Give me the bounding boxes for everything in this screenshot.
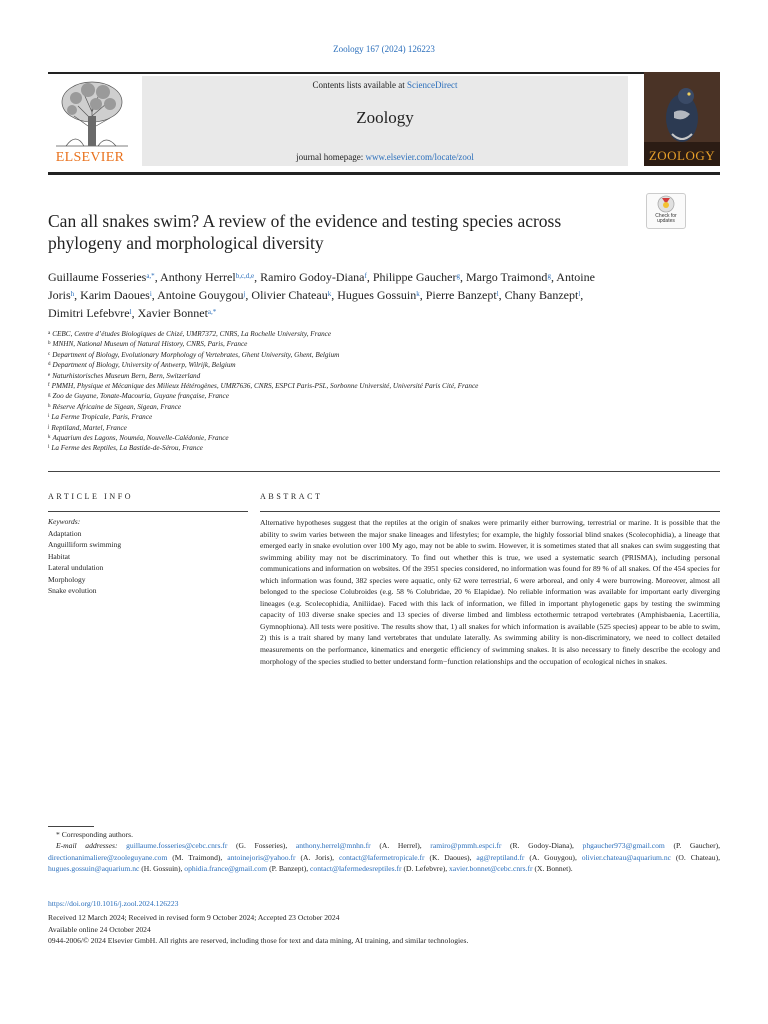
journal-citation[interactable]: Zoology 167 (2024) 126223	[333, 44, 435, 54]
email-owner: (H. Gossuin)	[141, 864, 181, 874]
homepage-line	[142, 152, 628, 162]
email-link[interactable]: contact@lafermetropicale.fr	[338, 852, 425, 862]
affiliation-letter: i	[48, 414, 50, 420]
author-separator: ,	[550, 270, 557, 284]
email-link[interactable]: anthony.herrel@mnhn.fr	[295, 841, 371, 851]
affiliation-row	[48, 371, 720, 381]
affiliation-row	[48, 423, 720, 433]
affiliation-letter: g	[48, 393, 51, 399]
keyword-item: Anguilliform swimming	[48, 540, 122, 550]
affiliation-text: Department of Biology, University of Antwerp, Wilrijk, Belgium	[52, 361, 236, 370]
email-owner: (M. Traimond)	[172, 852, 221, 862]
email-link[interactable]: phgaucher973@gmail.com	[582, 841, 665, 851]
affiliation-letter: b	[48, 341, 51, 347]
email-owner: (K. Daoues)	[429, 852, 470, 862]
email-owner: (X. Bonnet).	[534, 864, 573, 874]
journal-cover-image[interactable]	[644, 72, 720, 166]
sciencedirect-link[interactable]: ScienceDirect	[407, 80, 458, 90]
author-separator: ,	[151, 288, 158, 302]
email-owner: (A. Joris)	[300, 852, 333, 862]
section-divider	[48, 471, 720, 472]
email-owner: (A. Gouygou)	[529, 852, 575, 862]
affiliation-text: Naturhistorisches Museum Bern, Bern, Switzerland	[52, 371, 201, 380]
article-info-heading: ARTICLE INFO	[48, 492, 134, 501]
affiliation-letter: l	[48, 445, 50, 451]
author-affiliation-marks[interactable]: l	[496, 290, 499, 298]
email-link[interactable]: antoinejoris@yahoo.fr	[227, 852, 296, 862]
affiliation-text: Zoo de Guyane, Tonate-Macouria, Guyane française, France	[52, 392, 229, 401]
affiliation-letter: a	[48, 331, 51, 336]
masthead-top-rule	[48, 72, 720, 74]
keyword-item: Snake evolution	[48, 586, 97, 596]
available-online: Available online 24 October 2024	[48, 924, 151, 934]
author-affiliation-marks[interactable]: j	[243, 290, 246, 298]
email-owner: (D. Lefebvre)	[403, 864, 446, 874]
email-link[interactable]: guillaume.fosseries@cebc.cnrs.fr	[126, 841, 228, 851]
corresponding-authors-note: * Corresponding authors.	[56, 830, 133, 839]
cover-title: ZOOLOGY	[648, 148, 716, 163]
journal-title: Zoology	[356, 108, 414, 127]
author-affiliation-marks[interactable]: g	[456, 272, 460, 280]
affiliation-text: Reptiland, Martel, France	[51, 423, 127, 432]
check-updates-icon	[647, 194, 685, 214]
homepage-link[interactable]: www.elsevier.com/locate/zool	[365, 152, 474, 162]
check-updates-label: Check for updates	[655, 213, 677, 224]
author-separator: ,	[154, 270, 161, 284]
author-separator: ,	[331, 288, 338, 302]
author-name[interactable]: Margo Traimond	[465, 270, 548, 284]
email-link[interactable]: ag@reptiland.fr	[476, 852, 525, 862]
affiliation-row	[48, 339, 720, 349]
author-affiliation-marks[interactable]: k	[416, 290, 420, 298]
affiliation-row	[48, 433, 720, 443]
footnote-rule	[48, 826, 94, 827]
affiliation-text: Aquarium des Lagons, Nouméa, Nouvelle-Calédonie, France	[52, 434, 229, 443]
affiliation-letter: c	[48, 351, 51, 357]
email-addresses: E-mail addresses: guillaume.fosseries@cebc.cnrs.fr (G. Fosseries), anthony.herrel@mnhn.fr (A. Herrel), ramiro@pmmh.espci.fr (R. Godoy-Diana), phgaucher973@gmail.com (P. Gaucher), directionanimaliere@zooleguyane.com (M. Traimond), antoinejoris@yahoo.fr (A. Joris), contact@lafermetropicale.fr (K. Daoues), ag@reptiland.fr (A. Gouygou), olivier.chateau@aquarium.nc (O. Chateau), hugues.gossuin@aquarium.nc (H. Gossuin), ophidia.france@gmail.com (P. Banzept), contact@lafermedesreptiles.fr (D. Lefebvre), xavier.bonnet@cebc.cnrs.fr (X. Bonnet).	[48, 841, 721, 874]
email-link[interactable]: olivier.chateau@aquarium.nc	[581, 852, 671, 862]
author-separator: ,	[580, 288, 584, 302]
affiliation-list	[48, 329, 720, 454]
author-separator: ,	[366, 270, 373, 284]
author-name[interactable]: Olivier Chateau	[251, 288, 328, 302]
abstract-heading: ABSTRACT	[260, 492, 323, 501]
article-history	[48, 912, 720, 947]
affiliation-letter: f	[48, 383, 50, 389]
author-name[interactable]: Karim Daoues	[80, 288, 150, 302]
author-affiliation-marks[interactable]: a,*	[207, 308, 217, 316]
affiliation-row	[48, 329, 720, 339]
affiliation-row	[48, 391, 720, 401]
abstract-rule	[260, 511, 720, 512]
author-affiliation-marks[interactable]: f	[364, 272, 367, 280]
article-title: Can all snakes swim? A review of the evidence and testing species across phylogeny and morphological diversity	[48, 211, 562, 253]
email-link[interactable]: contact@lafermedesreptiles.fr	[310, 864, 402, 874]
affiliation-text: Réserve Africaine de Sigean, Sigean, France	[52, 402, 182, 411]
received-dates: Received 12 March 2024; Received in revised form 9 October 2024; Accepted 23 October 2024	[48, 913, 340, 922]
keywords-label: Keywords:	[48, 517, 81, 526]
author-name[interactable]: Ramiro Godoy-Diana	[260, 270, 365, 284]
author-name[interactable]: Xavier Bonnet	[137, 306, 208, 320]
affiliation-text: Department of Biology, Evolutionary Morphology of Vertebrates, Ghent University, Ghent, Belgium	[52, 350, 340, 359]
contents-line	[142, 80, 628, 90]
keyword-item: Morphology	[48, 574, 86, 584]
affiliation-letter: k	[48, 435, 51, 441]
affiliation-row	[48, 443, 720, 453]
affiliation-letter: e	[48, 372, 51, 378]
affiliation-letter: d	[48, 362, 51, 368]
author-name[interactable]: Dimitri Lefebvre	[48, 306, 130, 320]
email-owner: (P. Banzept)	[269, 864, 307, 874]
affiliation-row	[48, 360, 720, 370]
author-affiliation-marks[interactable]: l	[129, 308, 132, 316]
author-separator: ,	[459, 270, 466, 284]
author-affiliation-marks[interactable]: l	[578, 290, 581, 298]
affiliation-row	[48, 381, 720, 391]
email-link[interactable]: ramiro@pmmh.espci.fr	[430, 841, 502, 851]
author-separator: ,	[245, 288, 252, 302]
affiliation-row	[48, 350, 720, 360]
author-name[interactable]: Philippe Gaucher	[372, 270, 457, 284]
author-name[interactable]: Anthony Herrel	[160, 270, 236, 284]
affiliation-row	[48, 412, 720, 422]
keyword-item: Habitat	[48, 551, 71, 561]
affiliation-text: La Ferme des Reptiles, La Bastide-de-Sérou, France	[51, 444, 203, 453]
affiliation-text: La Ferme Tropicale, Paris, France	[51, 413, 153, 422]
author-name[interactable]: Pierre Banzept	[425, 288, 497, 302]
author-list	[48, 268, 608, 322]
author-affiliation-marks[interactable]: k	[327, 290, 332, 298]
author-separator: ,	[74, 288, 81, 302]
masthead-bottom-rule	[48, 172, 720, 175]
author-name[interactable]: Guillaume Fosseries	[48, 270, 147, 284]
author-separator: ,	[498, 288, 505, 302]
email-owner: (A. Herrel)	[379, 841, 420, 851]
copyright-line: 0944-2006/© 2024 Elsevier GmbH. All rights are reserved, including those for text and data mining, AI training, and similar technologies.	[48, 936, 469, 945]
keyword-item: Adaptation	[48, 529, 82, 538]
author-affiliation-marks[interactable]: g	[547, 272, 551, 280]
affiliation-letter: j	[48, 424, 50, 430]
email-owner: (R. Godoy-Diana)	[510, 841, 573, 851]
footnotes	[48, 829, 720, 875]
keywords-list	[48, 528, 121, 596]
affiliation-text: MNHN, National Museum of Natural History, CNRS, Paris, France	[52, 340, 248, 349]
affiliation-text: PMMH, Physique et Mécanique des Milieux Hétérogènes, UMR7636, CNRS, ESPCI Paris-PSL, Sorbonne Université, Université Paris Cité, France	[51, 382, 479, 391]
author-name[interactable]: Hugues Gossuin	[337, 288, 417, 302]
affiliation-text: CEBC, Centre d’études Biologiques de Chizé, UMR7372, CNRS, La Rochelle University, France	[52, 330, 332, 338]
homepage-prefix: journal homepage:	[296, 152, 366, 162]
abstract-text: Alternative hypotheses suggest that the reptiles at the origin of snakes were primarily either burrowing, terrestrial or marine. It is possible that the ability to swim varies between the major snake lineages and lifestyles; for example, the highly fossorial blind snakes (Scolecophidia), a lineage that emerged early in snake evolution over 100 My ago, may not be able to swim. However, it is sometimes stated that all snakes can swim suggesting that swimming ability may not be discriminatory. To find out whether this is true, we used a systematic search (PRISMA), including personal communications and information on websites. Of the 3951 species considered, no information was found for 89 % of all snakes. Of the 454 species for which information was found, 382 species were aquatic, only 62 were terrestrial, 6 were arboreal, and only 4 were burrowing. Moreover, almost all belonged to the speciose Colubroides (e.g. 58 % Colubridae, 20 % Elapidae). No reliable information was available for important early diverging lineages (e.g. Scolecophidia, Aniliidae). Faced with this lack of information, we filled in important phylogenetic gaps by testing the swimming capacity of 103 diverse snake species and 13 species of diverse limbed and limbless ectothermic tetrapod vertebrates (Amphisbaenia, Lacertilia, Gymnophiona). All tests were positive. The results show that, 1) all snakes for which information is available (525 species) appear to be able to swim, 2) this is a trait shared by many land vertebrates that undulate laterally. As swimming ability is non-discriminatory, we need to collect detailed measurements on the performance, kinematics and energetic efficiency of swimming snakes. It is also necessary to finely describe the ecology and morphology of the species studied to better understand form−function relationships and the occupation of ecological niches in snakes.	[260, 518, 720, 666]
affiliation-row	[48, 402, 720, 412]
author-affiliation-marks[interactable]: h	[70, 290, 75, 298]
contents-prefix: Contents lists available at	[312, 80, 407, 90]
email-owner: (O. Chateau)	[675, 852, 719, 862]
author-affiliation-marks[interactable]: b,c,d,e	[235, 272, 255, 280]
publisher-name: ELSEVIER	[55, 150, 125, 165]
author-name[interactable]: Antoine Gouygou	[157, 288, 244, 302]
email-link[interactable]: ophidia.france@gmail.com	[184, 864, 268, 874]
email-owner: (G. Fosseries)	[236, 841, 286, 851]
affiliation-letter: h	[48, 403, 51, 409]
email-link[interactable]: hugues.gossuin@aquarium.nc	[48, 864, 140, 874]
article-info-rule	[48, 511, 248, 512]
keyword-item: Lateral undulation	[48, 563, 104, 573]
author-name[interactable]: Chany Banzept	[504, 288, 579, 302]
email-link[interactable]: directionanimaliere@zooleguyane.com	[48, 852, 168, 862]
email-link[interactable]: xavier.bonnet@cebc.cnrs.fr	[449, 864, 533, 874]
author-affiliation-marks[interactable]: i	[149, 290, 152, 298]
author-separator: ,	[254, 270, 261, 284]
email-label: E-mail addresses:	[56, 841, 118, 851]
author-separator: ,	[131, 306, 138, 320]
author-affiliation-marks[interactable]: a,*	[146, 272, 155, 280]
email-owner: (P. Gaucher)	[673, 841, 719, 851]
author-separator: ,	[419, 288, 426, 302]
doi-link[interactable]: https://doi.org/10.1016/j.zool.2024.126223	[48, 899, 179, 908]
author-name[interactable]: Antoine Joris	[48, 270, 595, 302]
check-for-updates-button[interactable]	[646, 193, 686, 229]
